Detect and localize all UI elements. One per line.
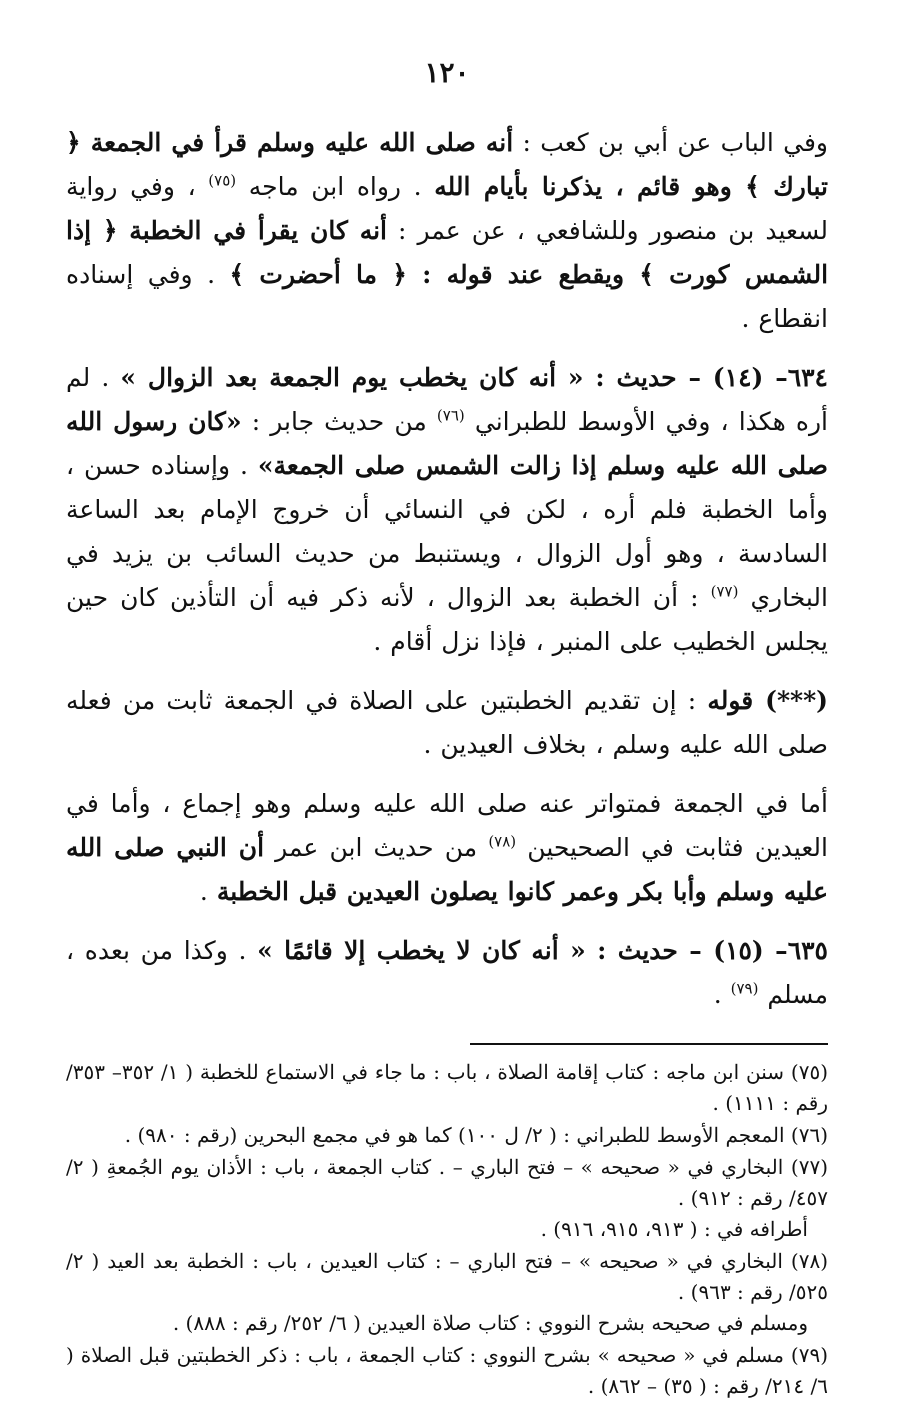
text-segment: . لم أره هكذا ، وفي الأوسط للطبراني: [66, 363, 828, 436]
footnote-reference: (٧٥): [208, 171, 237, 190]
footnote: [66, 1120, 828, 1151]
footnote: [66, 1246, 828, 1339]
text-segment: : أن الخطبة بعد الزوال ، لأنه ذكر فيه أن التأذين كان حين يجلس الخطيب على المنبر ، فإذا نزل أقام .: [66, 583, 828, 656]
text-segment: .: [199, 877, 217, 906]
text-segment: أما في الجمعة فمتواتر عنه صلى الله عليه وسلم وهو إجماع ، وأما في العيدين فثابت في الصحيحين: [66, 789, 828, 862]
bold-text: أنه صلى الله عليه وسلم قرأ في الجمعة ﴿ تبارك ﴾ وهو قائم ، يذكرنا بأيام الله: [66, 128, 829, 201]
footnote-reference: (٧٧): [710, 582, 739, 601]
footnote: [66, 1340, 828, 1402]
footnote-separator: [470, 1043, 828, 1045]
footnote-line: (٧٩) مسلم في « صحيحه » بشرح النووي : كتاب الجمعة ، باب : ذكر الخطبتين قبل الصلاة ( ٦/ ٢١٤/ رقم : ( ٣٥) – ٨٦٢) .: [66, 1343, 828, 1398]
text-segment: وفي الباب عن أبي بن كعب :: [513, 128, 829, 157]
bold-text: «كان رسول الله صلى الله عليه وسلم إذا زالت الشمس صلى الجمعة»: [66, 407, 828, 480]
footnote: [66, 1152, 828, 1245]
paragraph: [66, 679, 828, 767]
text-segment: : إن تقديم الخطبتين على الصلاة في الجمعة ثابت من فعله صلى الله عليه وسلم ، بخلاف العيدين .: [66, 686, 828, 759]
bold-text: ٦٣٥– (١٥) – حديث : « أنه كان لا يخطب إلا قائمًا »: [257, 936, 828, 965]
footnote-reference: (٧٨): [488, 832, 517, 851]
bold-text: (***) قوله: [707, 686, 829, 715]
page-number: ١٢٠: [424, 56, 470, 89]
paragraph: [66, 121, 828, 341]
paragraph: [66, 782, 828, 914]
footnote-reference: (٧٦): [436, 406, 465, 425]
footnote-reference: (٧٩): [730, 979, 759, 998]
bold-text: أنه كان يقرأ في الخطبة ﴿ إذا الشمس كورت ﴾ ويقطع عند قوله : ﴿ ما أحضرت ﴾: [66, 216, 829, 289]
text-segment: من حديث جابر :: [241, 407, 437, 436]
footnotes: [66, 1057, 828, 1402]
paragraph: [66, 929, 828, 1017]
bold-text: ٦٣٤– (١٤) – حديث : « أنه كان يخطب يوم الجمعة بعد الزوال »: [120, 363, 828, 392]
main-text: [66, 121, 828, 1017]
footnote: [66, 1057, 828, 1119]
text-segment: من حديث ابن عمر: [264, 833, 489, 862]
text-segment: . وفي إسناده انقطاع .: [66, 260, 828, 333]
footnote-line: ومسلم في صحيحه بشرح النووي : كتاب صلاة العيدين ( ٦/ ٢٥٢/ رقم : ٨٨٨) .: [172, 1311, 808, 1335]
text-segment: .: [713, 980, 731, 1009]
paragraph: [66, 356, 828, 664]
text-segment: ، وفي رواية لسعيد بن منصور وللشافعي ، عن عمر :: [66, 172, 828, 245]
footnote-line: (٧٧) البخاري في « صحيحه » – فتح الباري – . كتاب الجمعة ، باب : الأذان يوم الجُمعةِ ( ٢/ ٤٥٧/ رقم : ٩١٢) .: [66, 1155, 828, 1210]
bold-text: أن النبي صلى الله عليه وسلم وأبا بكر وعمر كانوا يصلون العيدين قبل الخطبة: [66, 833, 828, 906]
text-segment: . وإسناده حسن ، وأما الخطبة فلم أره ، لكن في النسائي أن خروج الإمام بعد الساعة السادسة ، وهو أول الزوال ، ويستنبط من حديث السائب بن يزيد في البخاري: [66, 451, 828, 612]
text-segment: . رواه ابن ماجه: [236, 172, 435, 201]
footnote-line: (٧٦) المعجم الأوسط للطبراني : ( ٢/ ل ١٠٠) كما هو في مجمع البحرين (رقم : ٩٨٠) .: [124, 1123, 828, 1147]
footnote-line: (٧٨) البخاري في « صحيحه » – فتح الباري – : كتاب العيدين ، باب : الخطبة بعد العيد ( ٢/ ٥٢٥/ رقم : ٩٦٣) .: [66, 1249, 828, 1304]
footnote-line: (٧٥) سنن ابن ماجه : كتاب إقامة الصلاة ، باب : ما جاء في الاستماع للخطبة ( ١/ ٣٥٢– ٣٥٣/ رقم : ١١١١) .: [66, 1060, 828, 1115]
footnote-line: أطرافه في : ( ٩١٣، ٩١٥، ٩١٦) .: [540, 1217, 808, 1241]
text-segment: . وكذا من بعده ، مسلم: [66, 936, 828, 1009]
